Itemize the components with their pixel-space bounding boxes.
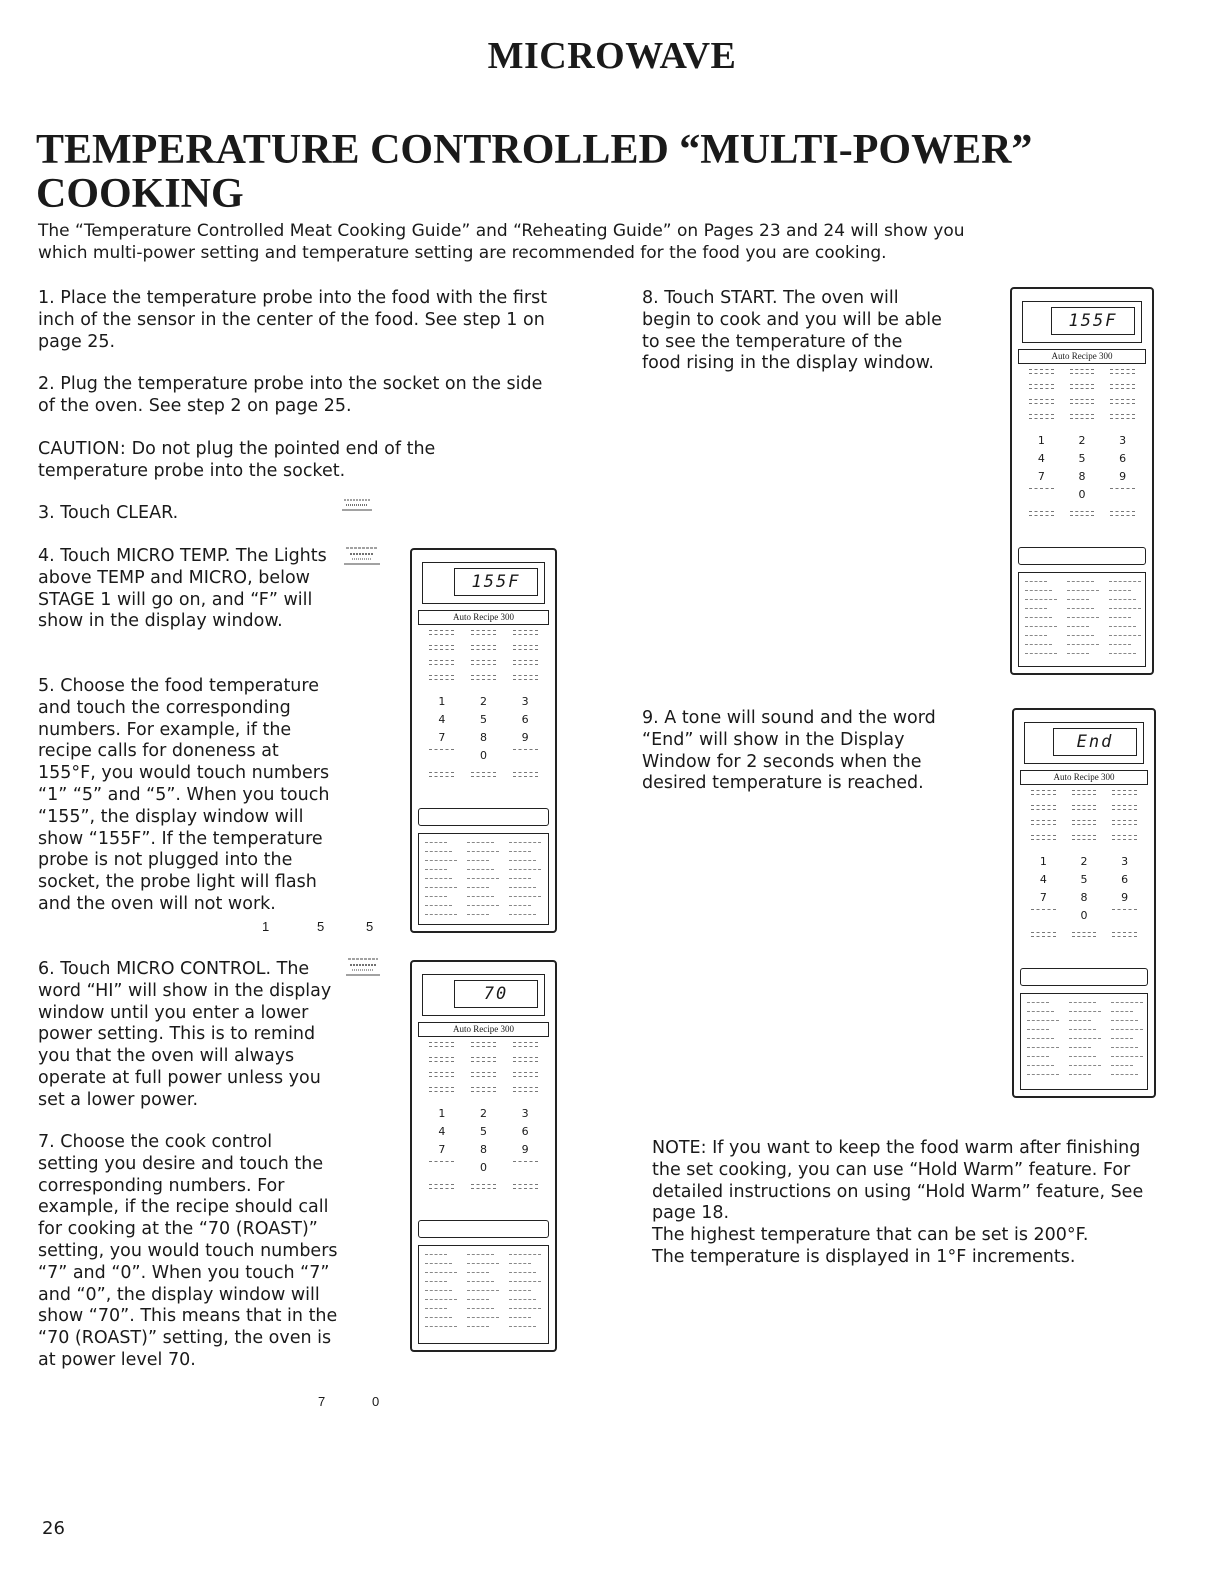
guide-text-line	[1025, 644, 1052, 645]
guide-text-line	[467, 1299, 489, 1300]
touch-digit-5b: 5	[366, 919, 374, 934]
number-key-2: 2	[479, 1107, 487, 1120]
control-panel-step-6	[410, 960, 557, 1352]
function-key	[507, 749, 543, 753]
guide-text-line	[1109, 581, 1141, 582]
number-key-5: 5	[479, 713, 487, 726]
guide-text-line	[425, 851, 452, 852]
guide-text-line	[467, 914, 489, 915]
function-key	[507, 1057, 543, 1065]
step-8	[642, 288, 942, 375]
step-2-text: Plug the temperature probe into the socket on the side of the oven. See step 2 on page 25.	[38, 374, 543, 416]
number-key-4: 4	[438, 1125, 446, 1138]
guide-text-line	[467, 1326, 489, 1327]
number-key-1: 1	[438, 1107, 446, 1120]
guide-text-line	[467, 851, 499, 852]
guide-text-line	[425, 896, 447, 897]
step-5-text: Choose the food temperature and touch the corresponding numbers. For example, if the recipe calls for doneness at 155°F, you would touch numbers “1” “5” and “5”. When you touch “155”, the display window will show “155F”. If the temperature probe is not plugged into the socket, the probe light will flash and the oven will not work.	[38, 676, 330, 914]
number-key-4: 4	[1039, 873, 1047, 886]
guide-text-line	[1025, 617, 1052, 618]
step-9	[642, 708, 952, 795]
guide-text-line	[1025, 635, 1047, 636]
guide-text-line	[509, 1290, 531, 1291]
guide-text-line	[1109, 617, 1131, 618]
number-key-7: 7	[1039, 891, 1047, 904]
number-key-3: 3	[1121, 855, 1129, 868]
guide-text-line	[1111, 1056, 1143, 1057]
guide-text-line	[1069, 1002, 1096, 1003]
function-key	[1105, 384, 1140, 392]
guide-text-line	[425, 1308, 447, 1309]
step-8-number: 8.	[642, 288, 659, 308]
step-9-number: 9.	[642, 708, 659, 728]
number-key-4: 4	[1037, 452, 1045, 465]
cooking-guide-box	[1018, 572, 1146, 667]
number-key-8: 8	[479, 1143, 487, 1156]
guide-text-line	[1109, 626, 1136, 627]
function-key	[1026, 909, 1061, 913]
function-key	[424, 1072, 460, 1080]
function-key	[1065, 399, 1100, 407]
brand-label: Auto Recipe 300	[418, 610, 549, 625]
note	[652, 1138, 1162, 1269]
function-key	[1067, 790, 1102, 798]
guide-text-line	[1109, 644, 1131, 645]
function-key	[1024, 399, 1059, 407]
step-6	[38, 959, 338, 1112]
step-6-number: 6.	[38, 959, 55, 979]
keypad	[424, 630, 543, 805]
guide-text-line	[509, 896, 541, 897]
guide-text-line	[509, 887, 536, 888]
function-key	[466, 675, 502, 683]
guide-text-line	[425, 1263, 452, 1264]
guide-text-line	[1027, 1002, 1049, 1003]
number-key-1: 1	[1037, 434, 1045, 447]
function-key	[507, 675, 543, 683]
function-key	[424, 645, 460, 653]
cooking-guide-box	[418, 1245, 549, 1344]
display-window: 155F	[1051, 307, 1135, 335]
clear-key-icon	[342, 496, 372, 510]
number-key-3: 3	[521, 695, 529, 708]
guide-text-line	[425, 1290, 452, 1291]
function-key	[1065, 511, 1100, 519]
number-key-0: 0	[479, 1161, 487, 1174]
guide-text-line	[1111, 1074, 1138, 1075]
guide-text-line	[509, 914, 536, 915]
guide-text-line	[1111, 1029, 1143, 1030]
guide-text-line	[467, 878, 499, 879]
function-key	[424, 1161, 460, 1165]
caution-text: Do not plug the pointed end of the temperature probe into the socket.	[38, 439, 436, 481]
function-key	[1067, 820, 1102, 828]
guide-text-line	[467, 896, 494, 897]
control-panel-step-9	[1012, 708, 1156, 1098]
function-key	[1107, 932, 1142, 940]
function-key	[466, 1057, 502, 1065]
guide-text-line	[1069, 1011, 1101, 1012]
guide-text-line	[1067, 653, 1089, 654]
guide-text-line	[425, 1272, 457, 1273]
function-key	[1067, 835, 1102, 843]
note-label: NOTE:	[652, 1138, 707, 1158]
function-key	[507, 645, 543, 653]
brand-label: Auto Recipe 300	[418, 1022, 549, 1037]
button-row	[1018, 547, 1146, 565]
guide-text-line	[509, 1308, 541, 1309]
guide-text-line	[1111, 1011, 1133, 1012]
function-key	[1105, 369, 1140, 377]
guide-text-line	[467, 860, 489, 861]
step-3-text: Touch CLEAR.	[60, 503, 179, 523]
function-key	[1107, 820, 1142, 828]
guide-text-line	[467, 887, 489, 888]
function-key	[507, 630, 543, 638]
function-key	[1026, 805, 1061, 813]
guide-text-line	[1067, 644, 1099, 645]
guide-text-line	[1069, 1056, 1096, 1057]
function-key	[1067, 932, 1102, 940]
function-key	[507, 660, 543, 668]
guide-text-line	[1069, 1029, 1096, 1030]
function-key	[507, 1161, 543, 1165]
guide-text-line	[1027, 1065, 1054, 1066]
micro-control-key-icon	[344, 956, 382, 976]
step-7-text: Choose the cook control setting you desire and touch the corresponding numbers. For example, if the recipe should call for cooking at the “70 (ROAST)” setting, you would touch numbers “7” and “0”. When you touch “7” and “0”, the display window will show “70”. This means that in the “70 (ROAST)” setting, the oven is at power level 70.	[38, 1132, 338, 1370]
guide-text-line	[425, 1326, 457, 1327]
function-key	[1107, 835, 1142, 843]
number-key-2: 2	[1080, 855, 1088, 868]
guide-text-line	[1069, 1038, 1101, 1039]
control-panel-step-4	[410, 548, 557, 933]
step-8-text: Touch START. The oven will begin to cook and you will be able to see the temperature of the food rising in the display window.	[642, 288, 942, 374]
function-key	[1107, 790, 1142, 798]
guide-text-line	[1027, 1011, 1054, 1012]
display-window: 70	[454, 980, 538, 1008]
function-key	[1105, 488, 1140, 492]
caution	[38, 439, 438, 483]
guide-text-line	[425, 914, 457, 915]
number-key-3: 3	[1119, 434, 1127, 447]
function-key	[1065, 384, 1100, 392]
function-key	[507, 1042, 543, 1050]
guide-text-line	[425, 1281, 447, 1282]
function-key	[1024, 488, 1059, 492]
function-key	[1105, 511, 1140, 519]
guide-text-line	[1111, 1047, 1138, 1048]
function-key	[507, 1072, 543, 1080]
cooking-guide-box	[1020, 993, 1148, 1090]
guide-text-line	[509, 878, 531, 879]
step-4-number: 4.	[38, 546, 55, 566]
guide-text-line	[509, 1317, 531, 1318]
number-key-2: 2	[479, 695, 487, 708]
number-key-8: 8	[1078, 470, 1086, 483]
number-key-9: 9	[521, 1143, 529, 1156]
guide-text-line	[509, 1272, 536, 1273]
number-key-3: 3	[521, 1107, 529, 1120]
guide-text-line	[1111, 1065, 1133, 1066]
guide-text-line	[1109, 599, 1136, 600]
function-key	[424, 1042, 460, 1050]
step-9-text: A tone will sound and the word “End” will show in the Display Window for 2 seconds when the desired temperature is reached.	[642, 708, 936, 794]
display-window: End	[1053, 728, 1137, 756]
function-key	[466, 1184, 502, 1192]
number-key-6: 6	[1121, 873, 1129, 886]
guide-text-line	[425, 1254, 447, 1255]
note-text: If you want to keep the food warm after finishing the set cooking, you can use “Hold Warm” feature. For detailed instructions on using “Hold Warm” feature, See page 18.	[652, 1138, 1144, 1224]
guide-text-line	[467, 1317, 499, 1318]
function-key	[424, 772, 460, 780]
function-key	[1105, 414, 1140, 422]
title-line-1: TEMPERATURE CONTROLLED “MULTI-POWER”	[36, 127, 1033, 173]
guide-text-line	[1027, 1029, 1049, 1030]
step-1-text: Place the temperature probe into the food with the first inch of the sensor in the center of the food. See step 1 on page 25.	[38, 288, 548, 352]
function-key	[466, 772, 502, 780]
keypad	[1026, 790, 1142, 965]
guide-text-line	[1109, 608, 1141, 609]
guide-text-line	[1067, 635, 1094, 636]
guide-text-line	[509, 905, 531, 906]
display-frame	[422, 974, 545, 1016]
number-key-1: 1	[438, 695, 446, 708]
guide-text-line	[1067, 590, 1099, 591]
guide-text-line	[1027, 1074, 1059, 1075]
function-key	[1067, 805, 1102, 813]
guide-text-line	[467, 1272, 489, 1273]
guide-text-line	[1067, 599, 1089, 600]
function-key	[1107, 909, 1142, 913]
number-key-1: 1	[1039, 855, 1047, 868]
guide-text-line	[1067, 608, 1094, 609]
guide-text-line	[425, 1317, 452, 1318]
guide-text-line	[1109, 590, 1131, 591]
intro-paragraph: The “Temperature Controlled Meat Cooking Guide” and “Reheating Guide” on Pages 23 and 24 will show you which multi-power setting and temperature setting are recommended for the food you are cooking.	[38, 221, 965, 263]
number-key-5: 5	[1080, 873, 1088, 886]
guide-text-line	[467, 1254, 494, 1255]
guide-text-line	[1025, 653, 1057, 654]
guide-text-line	[1067, 581, 1094, 582]
note-line-3: The temperature is displayed in 1°F increments.	[652, 1246, 1076, 1267]
step-7-number: 7.	[38, 1132, 55, 1152]
step-2-number: 2.	[38, 374, 55, 394]
guide-text-line	[425, 878, 452, 879]
number-key-7: 7	[1037, 470, 1045, 483]
guide-text-line	[467, 1281, 494, 1282]
number-key-6: 6	[521, 1125, 529, 1138]
number-key-2: 2	[1078, 434, 1086, 447]
guide-text-line	[467, 1290, 499, 1291]
guide-text-line	[509, 1281, 541, 1282]
display-window: 155F	[454, 568, 538, 596]
function-key	[1026, 932, 1061, 940]
function-key	[424, 660, 460, 668]
guide-text-line	[1027, 1056, 1049, 1057]
function-key	[1026, 790, 1061, 798]
number-key-9: 9	[1121, 891, 1129, 904]
step-3-number: 3.	[38, 503, 55, 523]
micro-temp-key-icon	[342, 545, 382, 565]
guide-text-line	[425, 869, 447, 870]
number-key-0: 0	[479, 749, 487, 762]
caution-label: CAUTION:	[38, 439, 127, 459]
function-key	[424, 1057, 460, 1065]
step-1-number: 1.	[38, 288, 55, 308]
function-key	[1026, 835, 1061, 843]
touch-digit-5a: 5	[317, 919, 325, 934]
guide-text-line	[1069, 1074, 1091, 1075]
guide-text-line	[1067, 617, 1099, 618]
number-key-9: 9	[1119, 470, 1127, 483]
step-5	[38, 676, 338, 916]
note-line-2: The highest temperature that can be set is 200°F.	[652, 1225, 1089, 1246]
function-key	[507, 1087, 543, 1095]
function-key	[1024, 511, 1059, 519]
button-row	[418, 1220, 549, 1238]
guide-text-line	[1027, 1038, 1054, 1039]
number-key-9: 9	[521, 731, 529, 744]
guide-text-line	[509, 851, 531, 852]
function-key	[507, 772, 543, 780]
step-7	[38, 1132, 338, 1372]
step-6-text: Touch MICRO CONTROL. The word “HI” will show in the display window until you enter a lower power setting. This is to remind you that the oven will always operate at full power unless you set a lower power.	[38, 959, 332, 1110]
step-4	[38, 546, 338, 633]
touch-digit-0: 0	[372, 1394, 380, 1409]
guide-text-line	[425, 905, 452, 906]
guide-text-line	[509, 1299, 536, 1300]
guide-text-line	[509, 1263, 531, 1264]
guide-text-line	[425, 842, 447, 843]
guide-text-line	[425, 1299, 457, 1300]
function-key	[424, 1184, 460, 1192]
function-key	[466, 630, 502, 638]
function-key	[466, 645, 502, 653]
page-header: MICROWAVE	[487, 35, 737, 77]
guide-text-line	[1067, 626, 1089, 627]
display-frame	[1022, 301, 1142, 343]
function-key	[1024, 384, 1059, 392]
touch-digit-7: 7	[318, 1394, 326, 1409]
guide-text-line	[467, 1308, 494, 1309]
number-key-6: 6	[1119, 452, 1127, 465]
cooking-guide-box	[418, 833, 549, 925]
guide-text-line	[509, 860, 536, 861]
guide-text-line	[425, 860, 457, 861]
guide-text-line	[1027, 1047, 1059, 1048]
number-key-8: 8	[479, 731, 487, 744]
function-key	[424, 749, 460, 753]
guide-text-line	[509, 1254, 541, 1255]
keypad	[424, 1042, 543, 1217]
guide-text-line	[425, 887, 457, 888]
function-key	[424, 675, 460, 683]
display-frame	[422, 562, 545, 604]
title-line-2: COOKING	[36, 171, 244, 217]
number-key-8: 8	[1080, 891, 1088, 904]
guide-text-line	[509, 869, 541, 870]
function-key	[424, 1087, 460, 1095]
number-key-7: 7	[438, 1143, 446, 1156]
number-key-6: 6	[521, 713, 529, 726]
function-key	[424, 630, 460, 638]
page-number: 26	[42, 1518, 65, 1539]
guide-text-line	[509, 1326, 536, 1327]
function-key	[466, 1087, 502, 1095]
step-5-number: 5.	[38, 676, 55, 696]
function-key	[1026, 820, 1061, 828]
guide-text-line	[1109, 635, 1141, 636]
function-key	[1065, 369, 1100, 377]
guide-text-line	[509, 842, 541, 843]
number-key-0: 0	[1080, 909, 1088, 922]
function-key	[507, 1184, 543, 1192]
guide-text-line	[1069, 1047, 1091, 1048]
function-key	[1024, 414, 1059, 422]
function-key	[1024, 369, 1059, 377]
guide-text-line	[467, 905, 499, 906]
number-key-7: 7	[438, 731, 446, 744]
brand-label: Auto Recipe 300	[1018, 349, 1146, 364]
brand-label: Auto Recipe 300	[1020, 770, 1148, 785]
guide-text-line	[1025, 581, 1047, 582]
guide-text-line	[1069, 1020, 1091, 1021]
guide-text-line	[467, 869, 494, 870]
function-key	[466, 660, 502, 668]
function-key	[1107, 805, 1142, 813]
keypad	[1024, 369, 1140, 544]
control-panel-step-8	[1010, 287, 1154, 675]
guide-text-line	[1069, 1065, 1101, 1066]
guide-text-line	[1027, 1020, 1059, 1021]
guide-text-line	[1025, 599, 1057, 600]
guide-text-line	[1111, 1020, 1138, 1021]
section-title	[36, 128, 1036, 216]
function-key	[466, 1042, 502, 1050]
button-row	[418, 808, 549, 826]
display-frame	[1024, 722, 1144, 764]
function-key	[1065, 414, 1100, 422]
guide-text-line	[1111, 1002, 1143, 1003]
step-1	[38, 288, 563, 353]
guide-text-line	[1025, 626, 1057, 627]
number-key-5: 5	[479, 1125, 487, 1138]
step-3	[38, 503, 338, 525]
guide-text-line	[1111, 1038, 1133, 1039]
guide-text-line	[1025, 590, 1052, 591]
button-row	[1020, 968, 1148, 986]
number-key-4: 4	[438, 713, 446, 726]
number-key-5: 5	[1078, 452, 1086, 465]
guide-text-line	[467, 1263, 499, 1264]
step-2	[38, 374, 563, 418]
guide-text-line	[467, 842, 494, 843]
number-key-0: 0	[1078, 488, 1086, 501]
function-key	[1105, 399, 1140, 407]
function-key	[466, 1072, 502, 1080]
guide-text-line	[1109, 653, 1136, 654]
step-4-text: Touch MICRO TEMP. The Lights above TEMP and MICRO, below STAGE 1 will go on, and “F” will show in the display window.	[38, 546, 327, 632]
touch-digit-1: 1	[262, 919, 270, 934]
guide-text-line	[1025, 608, 1047, 609]
